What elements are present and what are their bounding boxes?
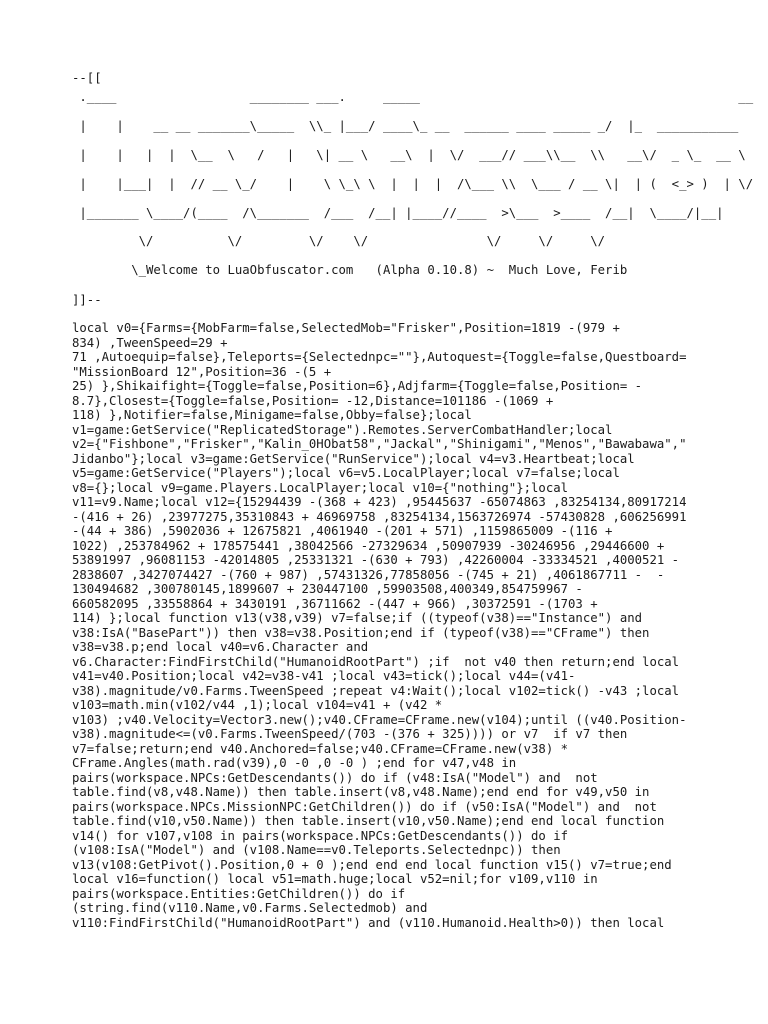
code-line: v11=v9.Name;local v12={15294439 -(368 + 423) ,95445637 -65074863 ,83254134,80917214 [72, 495, 687, 509]
banner-art-line-4: | |___| | // __ \_/ | \ \_\ \ | | | /\___ \\ \___ / __ \| | ( <_> ) | \/ [72, 177, 754, 191]
code-line: v38=v38.p;end local v40=v6.Character and [72, 640, 369, 654]
banner-art-line-2: | | __ __ _______\_____ \\_ |___/ ____\_ __ ______ ____ _____ _/ |_ ___________ [72, 119, 739, 133]
code-line: v7=false;return;end v40.Anchored=false;v40.CFrame=CFrame.new(v38) * [72, 741, 569, 756]
banner-art-line-1: .____ ________ ___. _____ __ [72, 90, 754, 104]
code-line: (v108:IsA("Model") and (v108.Name==v0.Teleports.Selectednpc)) then [72, 843, 561, 857]
code-line: local v16=function() local v51=math.huge;local v52=nil;for v109,v110 in [72, 872, 598, 886]
code-line: 2838607 ,3427074427 -(760 + 987) ,57431326,77858056 -(745 + 21) ,4061867711 - - [72, 567, 665, 582]
code-line: v13(v108:GetPivot().Position,0 + 0 );end end end local function v15() v7=true;end [72, 857, 672, 872]
code-line: v14() for v107,v108 in pairs(workspace.NPCs:GetDescendants()) do if [72, 828, 569, 843]
code-line: v103) ;v40.Velocity=Vector3.new();v40.CFrame=CFrame.new(v104);until ((v40.Position- [72, 712, 687, 727]
code-line: v1=game:GetService("ReplicatedStorage").Remotes.ServerCombatHandler;local [72, 422, 613, 437]
code-line: pairs(workspace.NPCs:GetDescendants()) do if (v48:IsA("Model") and not [72, 770, 598, 785]
code-line: v2={"Fishbone","Frisker","Kalin_0HObat58","Jackal","Shinigami","Menos","Bawabawa"," [72, 437, 687, 451]
code-line: pairs(workspace.Entities:GetChildren()) do if [72, 886, 406, 901]
code-line: 834) ,TweenSpeed=29 + [72, 335, 228, 350]
code-line: table.find(v8,v48.Name)) then table.insert(v8,v48.Name);end end for v49,v50 in [72, 785, 650, 799]
banner-line-close: ]]-- [72, 293, 102, 307]
banner-art-line-5: |_______ \____/(____ /\_______ /___ /__| |____//____ >\___ >____ /__| \____/|__| [72, 206, 724, 220]
banner-line-open: --[[ [72, 71, 102, 85]
code-line: 8.7},Closest={Toggle=false,Position= -12,Distance=101186 -(1069 + [72, 393, 554, 408]
code-line: CFrame.Angles(math.rad(v39),0 -0 ,0 -0 ) ;end for v47,v48 in [72, 756, 517, 770]
code-line: 1022) ,253784962 + 178575441 ,38042566 -27329634 ,50907939 -30246956 ,29446600 + [72, 538, 665, 553]
code-line: 118) },Notifier=false,Minigame=false,Obby=false};local [72, 408, 472, 422]
code-line: 71 ,Autoequip=false},Teleports={Selectednpc=""},Autoquest={Toggle=false,Questboard= [72, 350, 687, 364]
banner-art-line-6: \/ \/ \/ \/ \/ \/ \/ [72, 234, 606, 248]
code-line: 130494682 ,300780145,1899607 + 230447100 ,59903508,400349,854759967 - [72, 582, 583, 596]
code-line: v41=v40.Position;local v42=v38-v41 ;local v43=tick();local v44=(v41- [72, 669, 576, 683]
code-line: v5=game:GetService("Players");local v6=v5.LocalPlayer;local v7=false;local [72, 466, 620, 480]
code-line: table.find(v10,v50.Name)) then table.insert(v10,v50.Name);end end local function [72, 814, 665, 828]
banner-art-line-3: | | | | \__ \ / | \| __ \ __\ | \/ ___// ___\\__ \\ __\/ _ \_ __ \ [72, 148, 746, 162]
code-line: 114) };local function v13(v38,v39) v7=false;if ((typeof(v38)=="Instance") and [72, 611, 643, 625]
code-line: v110:FindFirstChild("HumanoidRootPart") and (v110.Humanoid.Health>0)) then local [72, 915, 665, 930]
code-line: v6.Character:FindFirstChild("HumanoidRootPart") ;if not v40 then return;end local [72, 654, 680, 669]
code-line: v8={};local v9=game.Players.LocalPlayer;local v10={"nothing"};local [72, 480, 569, 495]
code-line: 660582095 ,33558864 + 3430191 ,36711662 -(447 + 966) ,30372591 -(1703 + [72, 596, 598, 611]
code-line: v103=math.min(v102/v44 ,1);local v104=v41 + (v42 * [72, 698, 443, 712]
code-line: v38).magnitude/v0.Farms.TweenSpeed ;repeat v4:Wait();local v102=tick() -v43 ;local [72, 683, 680, 698]
code-line: "MissionBoard 12",Position=36 -(5 + [72, 364, 332, 379]
code-line: local v0={Farms={MobFarm=false,SelectedMob="Frisker",Position=1819 -(979 + [72, 321, 620, 335]
code-line: -(44 + 386) ,5902036 + 12675821 ,4061940 -(201 + 571) ,1159865009 -(116 + [72, 524, 613, 538]
code-line: 25) },Shikaifight={Toggle=false,Position=6},Adjfarm={Toggle=false,Position= - [72, 379, 643, 393]
code-line: v38).magnitude<=(v0.Farms.TweenSpeed/(703 -(376 + 325)))) or v7 if v7 then [72, 727, 628, 741]
code-line: v38:IsA("BasePart")) then v38=v38.Position;end if (typeof(v38)=="CFrame") then [72, 625, 650, 640]
code-line: 53891997 ,96081153 -42014805 ,25331321 -(630 + 793) ,42260004 -33334521 ,4000521 - [72, 553, 680, 567]
banner-welcome-line: \_Welcome to LuaObfuscator.com (Alpha 0.10.8) ~ Much Love, Ferib [72, 263, 628, 277]
code-line: (string.find(v110.Name,v0.Farms.Selectedmob) and [72, 901, 428, 915]
code-line: pairs(workspace.NPCs.MissionNPC:GetChildren()) do if (v50:IsA("Model") and not [72, 799, 657, 814]
code-line: -(416 + 26) ,23977275,35310843 + 46969758 ,83254134,1563726974 -57430828 ,606256991 [72, 509, 687, 524]
code-line: Jidanbo"};local v3=game:GetService("RunService");local v4=v3.Heartbeat;local [72, 451, 635, 466]
